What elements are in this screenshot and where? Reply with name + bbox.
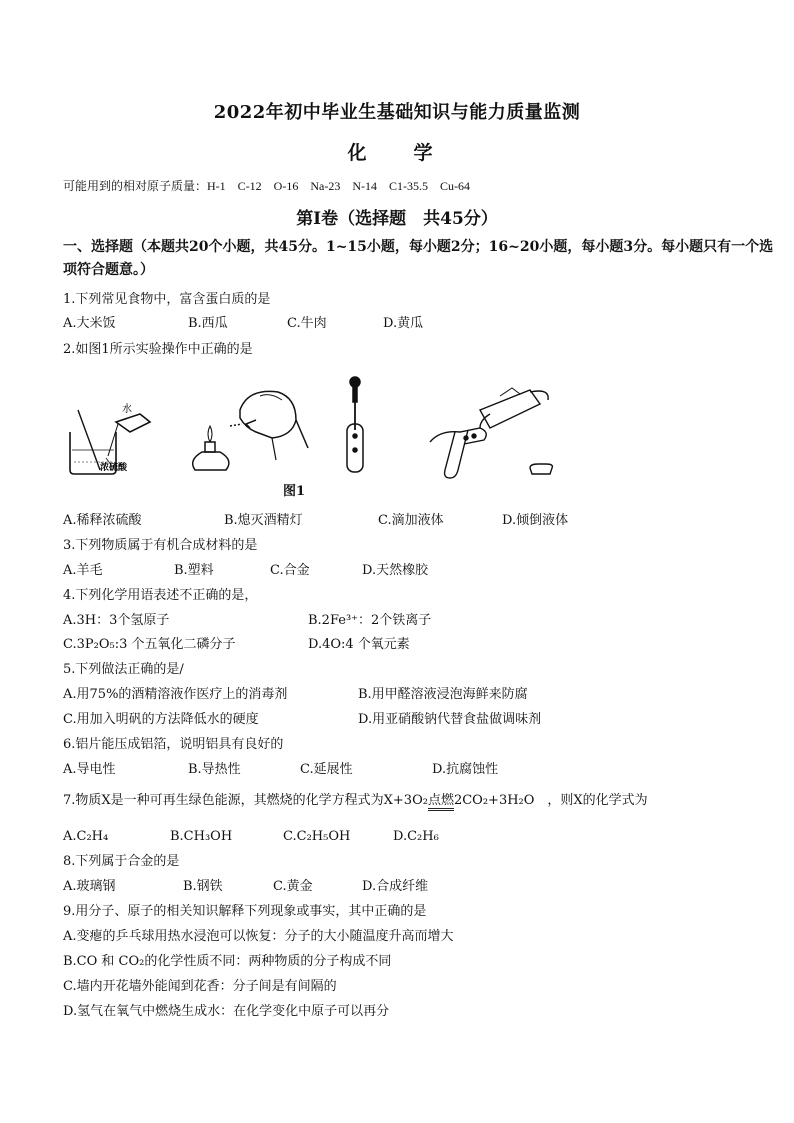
atomic-masses: 可能用到的相对原子质量：H-1 C-12 O-16 Na-23 N-14 C1-35.5 Cu-64	[63, 179, 470, 193]
q3-option-d: D.天然橡胶	[362, 563, 429, 578]
q1-option-c: C.牛肉	[287, 316, 327, 331]
q9-option-c: C.墙内开花墙外能闻到花香：分子间是有间隔的	[63, 979, 337, 994]
q8-option-c: C.黄金	[273, 879, 313, 894]
section-title: 第Ⅰ卷（选择题 共45分）	[296, 209, 498, 229]
q6-option-a: A.导电性	[63, 762, 116, 777]
q1-option-b: B.西瓜	[188, 316, 228, 331]
fig-label-acid: 浓硫酸	[100, 462, 128, 472]
q5-option-d: D.用亚硝酸钠代替食盐做调味剂	[358, 712, 542, 727]
q1-option-a: A.大米饭	[63, 316, 116, 331]
q6-option-b: B.导热性	[188, 762, 241, 777]
q5-option-c: C.用加入明矾的方法降低水的硬度	[63, 712, 259, 727]
question-6-stem: 6.铝片能压成铝箔，说明铝具有良好的	[63, 737, 284, 752]
q2-option-a: A.稀释浓硫酸	[63, 513, 142, 528]
q7-condition: 点燃	[428, 793, 454, 811]
q2-option-d: D.倾倒液体	[502, 513, 569, 528]
exam-title: 2022年初中毕业生基础知识与能力质量监测	[213, 102, 581, 123]
q7-option-c: C.C₂H₅OH	[283, 829, 351, 844]
figure-1-experiments	[60, 370, 560, 505]
q7-option-d: D.C₂H₆	[393, 829, 439, 844]
q6-option-c: C.延展性	[300, 762, 353, 777]
q4-option-b: B.2Fe³⁺：2个铁离子	[308, 613, 432, 628]
q9-option-a: A.变瘪的乒乓球用热水浸泡可以恢复：分子的大小随温度升高而增大	[63, 929, 454, 944]
q4-option-d: D.4O:4 个氧元素	[308, 637, 410, 652]
fig-d-pouring	[430, 388, 552, 478]
question-9-stem: 9.用分子、原子的相关知识解释下列现象或事实，其中正确的是	[63, 904, 427, 919]
q5-option-a: A.用75%的酒精溶液作医疗上的消毒剂	[63, 687, 288, 702]
question-1-stem: 1.下列常见食物中，富含蛋白质的是	[63, 292, 271, 307]
q3-option-a: A.羊毛	[63, 563, 103, 578]
q2-option-c: C.滴加液体	[378, 513, 444, 528]
fig-b-alcohol-lamp	[193, 391, 308, 470]
question-8-stem: 8.下列属于合金的是	[63, 854, 180, 869]
q5-option-b: B.用甲醛溶液浸泡海鲜来防腐	[358, 687, 528, 702]
question-4-stem: 4.下列化学用语表述不正确的是，	[63, 588, 258, 603]
q6-option-d: D.抗腐蚀性	[432, 762, 499, 777]
q8-option-b: B.钢铁	[183, 879, 223, 894]
question-3-stem: 3.下列物质属于有机合成材料的是	[63, 538, 258, 553]
q8-option-d: D.合成纤维	[362, 879, 429, 894]
q7-stem-before: 7.物质X是一种可再生绿色能源，其燃烧的化学方程式为X+3O₂	[63, 793, 428, 808]
subject-title: 化 学	[347, 142, 447, 164]
fig-c-dropper	[347, 377, 363, 472]
figure-1-caption: 图1	[283, 484, 306, 499]
q4-option-c: C.3P₂O₅:3 个五氧化二磷分子	[63, 637, 236, 652]
q2-option-b: B.熄灭酒精灯	[224, 513, 303, 528]
q9-option-d: D.氢气在氧气中燃烧生成水：在化学变化中原子可以再分	[63, 1004, 390, 1019]
question-7-stem	[63, 792, 648, 810]
question-2-stem: 2.如图1所示实验操作中正确的是	[63, 342, 253, 357]
q7-option-b: B.CH₃OH	[170, 829, 233, 844]
q4-option-a: A.3H：3个氢原子	[63, 613, 170, 628]
fig-label-water: 水	[122, 404, 132, 415]
q7-option-a: A.C₂H₄	[63, 829, 109, 844]
q3-option-b: B.塑料	[174, 563, 214, 578]
q7-stem-after: 2CO₂+3H₂O ，则X的化学式为	[453, 793, 648, 808]
question-5-stem: 5.下列做法正确的是/	[63, 662, 184, 677]
q3-option-c: C.合金	[270, 563, 310, 578]
q9-option-b: B.CO 和 CO₂的化学性质不同：两种物质的分子构成不同	[63, 954, 392, 969]
section-instruction: 一、选择题（本题共20个小题，共45分。1~15小题，每小题2分；16~20小题，每小题3分。每小题只有一个选项符合题意。）	[63, 239, 774, 278]
q8-option-a: A.玻璃钢	[63, 879, 116, 894]
q1-option-d: D.黄瓜	[383, 316, 424, 331]
